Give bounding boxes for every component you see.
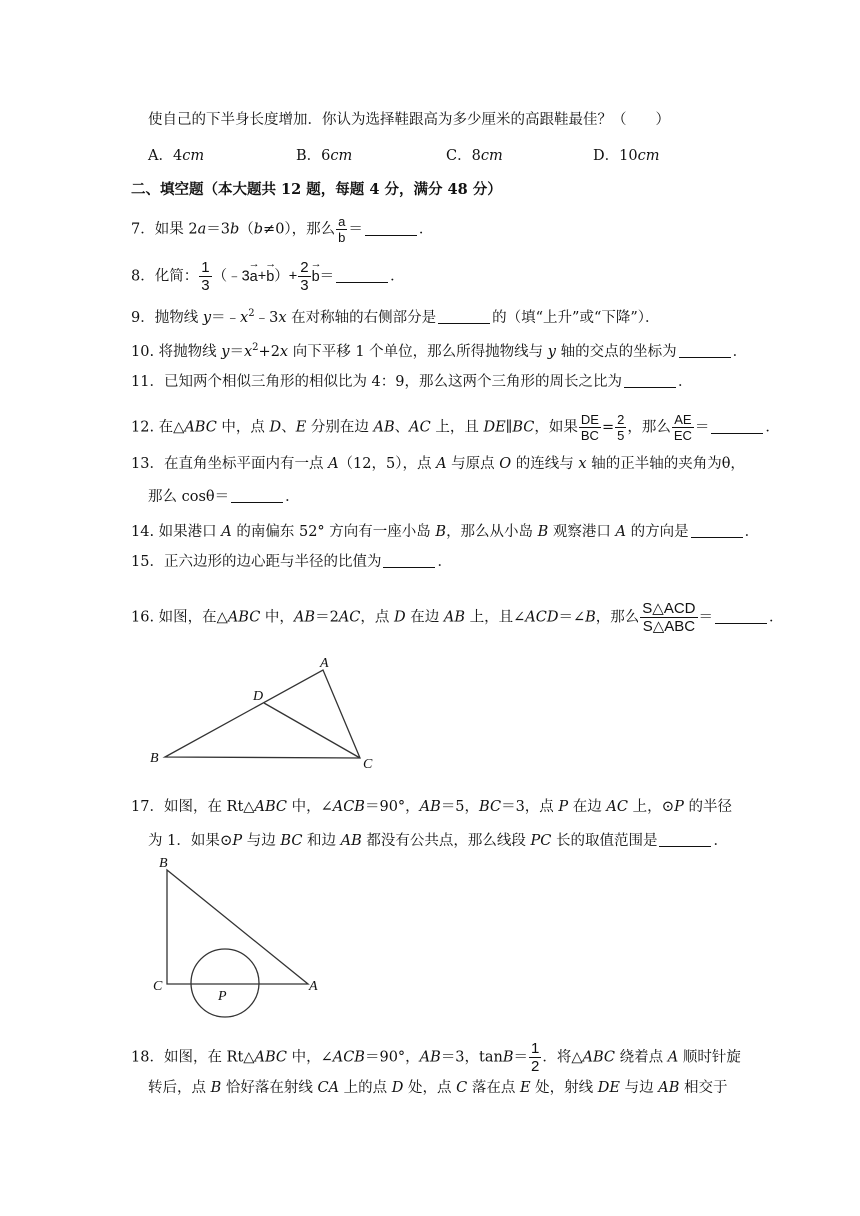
q16-fraction-area-ratio: $\frac{\text{S△ACD}}{\text{S△ABC}}$ xyxy=(642,600,696,635)
answer-blank xyxy=(336,268,388,283)
answer-blank xyxy=(679,343,731,358)
question-17: 17．如图，在 Rt△ABC 中，∠ACB＝90°，AB＝5，BC＝3，点 P 在边 AC 上，⊙P 的半径 xyxy=(131,797,733,815)
label-d: D xyxy=(253,689,264,704)
q6-option-d: D．10cm xyxy=(593,148,660,164)
answer-blank xyxy=(715,609,767,624)
q18-fraction-one-half: $\frac{1}{2}$ xyxy=(531,1040,540,1075)
q12-fraction-ae-ec: $\frac{AE}{EC}$ xyxy=(673,412,692,443)
question-7: 7．如果 2a＝3b（b≠0），那么 $\frac{a}{b}$ ＝ ． xyxy=(131,214,434,245)
label-c: C xyxy=(363,757,373,772)
answer-blank xyxy=(365,221,417,236)
figure-17-right-triangle xyxy=(145,850,335,1025)
question-17-continuation: 为 1．如果⊙P 与边 BC 和边 AB 都没有公共点，那么线段 PC 长的取值范围是 ． xyxy=(148,831,728,849)
circle-dot-symbol: ⊙ xyxy=(661,797,675,815)
q8-fraction-one-third: $\frac{1}{3}$ xyxy=(201,259,210,294)
question-18-continuation: 转后，点 B 恰好落在射线 CA 上的点 D 处，点 C 落在点 E 处，射线 DE 与边 AB 相交于 xyxy=(148,1080,728,1096)
vector-a: → a xyxy=(250,267,258,287)
question-10: 10. 将抛物线 $y=x^2+2x$ 向下平移 1 个单位，那么所得抛物线与 y 轴的交点的坐标为 ． xyxy=(131,342,748,360)
q6-option-b: B．6cm xyxy=(296,148,353,164)
answer-blank xyxy=(383,553,435,568)
circle-dot-symbol: ⊙ xyxy=(219,831,233,849)
answer-blank xyxy=(624,373,676,388)
q8-fraction-two-thirds: $\frac{2}{3}$ xyxy=(300,259,309,294)
answer-blank xyxy=(659,832,711,847)
answer-blank xyxy=(231,488,283,503)
label-b: B xyxy=(150,751,159,766)
section-title: 二、填空题（本大题共 12 题，每题 4 分，满分 48 分） xyxy=(131,181,502,198)
vector-b: → b xyxy=(266,267,274,287)
answer-blank xyxy=(691,523,743,538)
figure-16-triangle xyxy=(140,650,400,780)
q6-option-a: A．4cm xyxy=(148,148,205,164)
question-8: 8．化简： $\frac{1}{3}$ （﹣3→ a+→ b）+ $\frac{2}{3}$ → b＝ ． xyxy=(131,259,405,294)
question-14: 14. 如果港口 A 的南偏东 52° 方向有一座小岛 B，那么从小岛 B 观察港口 A 的方向是 ． xyxy=(131,524,760,540)
q6-option-c: C．8cm xyxy=(446,148,503,164)
q7-fraction: $\frac{a}{b}$ xyxy=(338,214,346,245)
question-9: 9．抛物线 $y=﹣x^2﹣3x$ 在对称轴的右侧部分是 的（填“上升”或“下降”）． xyxy=(131,308,660,326)
label-a: A xyxy=(309,979,318,994)
q12-fraction-two-fifths: $\frac{2}{5}$ xyxy=(617,412,625,443)
label-p: P xyxy=(218,989,227,1004)
question-18: 18．如图，在 Rt△ABC 中，∠ACB＝90°，AB＝3，tanB＝ $\frac{1}{2}$ ．将△ABC 绕着点 A 顺时针旋 xyxy=(131,1040,741,1075)
question-13: 13．在直角坐标平面内有一点 A（12，5），点 A 与原点 O 的连线与 x 轴的正半轴的夹角为θ， xyxy=(131,456,745,472)
question-13-continuation: 那么 cosθ＝ ． xyxy=(148,489,300,505)
question-11: 11．已知两个相似三角形的相似比为 4：9，那么这两个三角形的周长之比为 ． xyxy=(131,374,693,390)
label-a: A xyxy=(320,656,329,671)
q12-fraction-de-bc: $\frac{DE}{BC}$ xyxy=(580,412,599,443)
q6-continuation: 使自己的下半身长度增加．你认为选择鞋跟高为多少厘米的高跟鞋最佳？（ ） xyxy=(148,112,670,128)
question-12: 12. 在△ABC 中，点 D、E 分别在边 AB、AC 上，且 DE∥BC，如果 $\frac{DE}{BC}$ = $\frac{2}{5}$ ，那么 $\frac{AE}{EC}$ ＝ ． xyxy=(131,412,780,443)
answer-blank xyxy=(438,309,490,324)
question-15: 15．正六边形的边心距与半径的比值为 ． xyxy=(131,554,452,570)
label-c: C xyxy=(153,979,163,994)
question-16: 16. 如图，在△ABC 中，AB＝2AC，点 D 在边 AB 上，且∠ACD＝∠B，那么 $\frac{\text{S△ACD}}{\text{S△ABC}}$ ＝ ． xyxy=(131,600,784,635)
answer-blank xyxy=(711,419,763,434)
label-b: B xyxy=(159,856,168,871)
vector-b: → b xyxy=(312,267,320,287)
